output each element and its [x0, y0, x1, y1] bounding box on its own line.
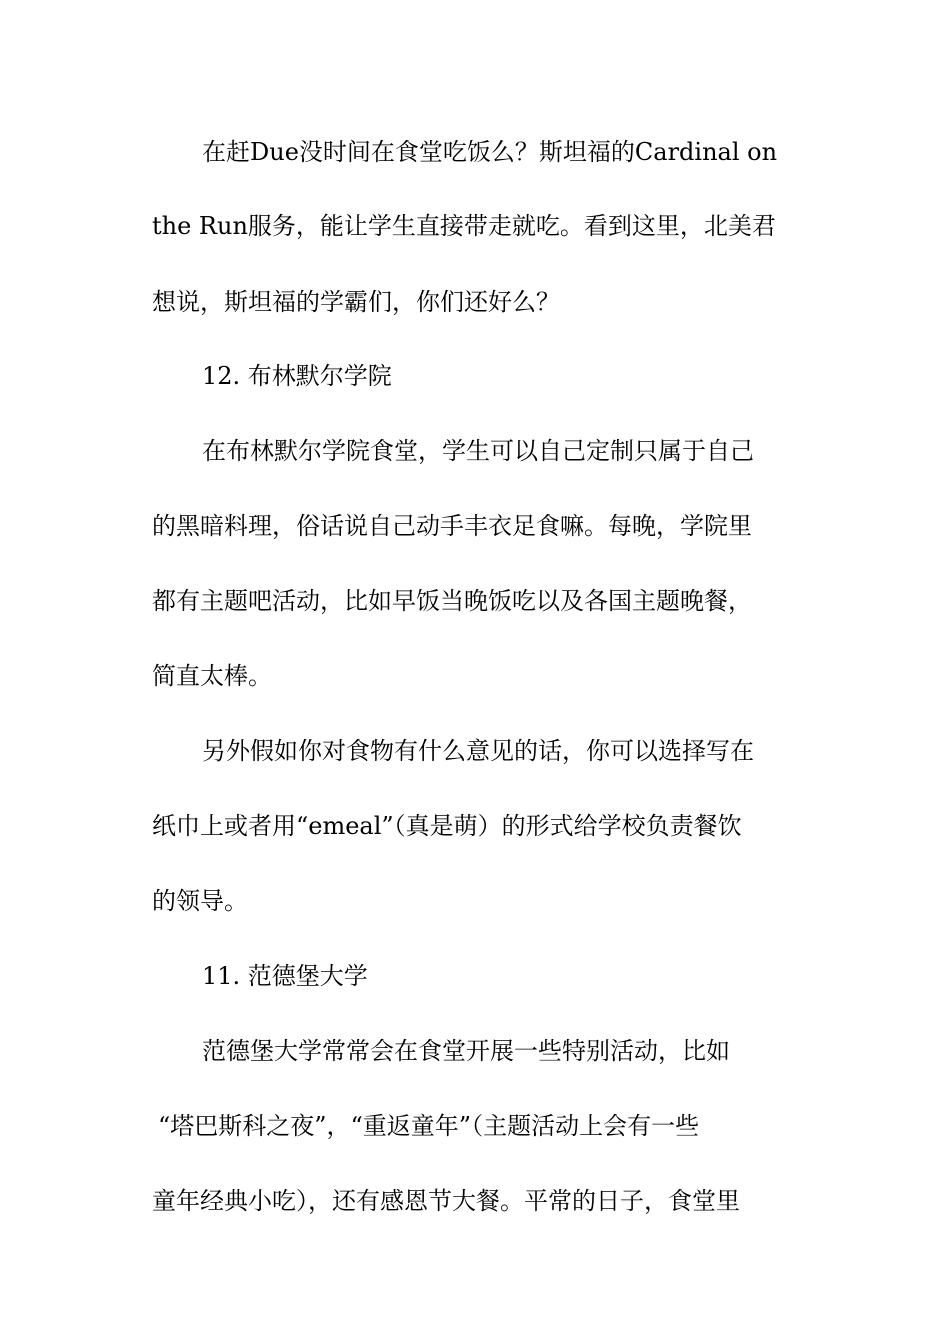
paragraph-line [0, 426, 950, 476]
section-heading [0, 951, 950, 1001]
paragraph-line [0, 277, 950, 327]
paragraph-line [0, 1026, 950, 1076]
line-text: 的黑暗料理，俗话说自己动手丰衣足食嘛。每晚，学院里 [152, 512, 752, 540]
paragraph-line [0, 1101, 950, 1151]
paragraph-line [0, 801, 950, 851]
heading-text: 11. 范德堡大学 [202, 962, 368, 990]
line-text: 在赶Due没时间在食堂吃饭么？斯坦福的Cardinal on [202, 138, 778, 166]
line-text: 想说，斯坦福的学霸们，你们还好么？ [152, 288, 560, 316]
line-text: the Run服务，能让学生直接带走就吃。看到这里，北美君 [152, 212, 776, 240]
line-text: 纸巾上或者用“emeal”（真是萌）的形式给学校负责餐饮 [152, 812, 742, 840]
line-text: 都有主题吧活动，比如早饭当晚饭吃以及各国主题晚餐， [152, 587, 752, 615]
paragraph-line [0, 726, 950, 776]
line-text: 在布林默尔学院食堂，学生可以自己定制只属于自己 [202, 437, 754, 465]
paragraph-line [0, 201, 950, 251]
line-text: 的领导。 [152, 887, 248, 915]
line-text: “塔巴斯科之夜”，“重返童年”（主题活动上会有一些 [158, 1112, 700, 1140]
paragraph-line [0, 501, 950, 551]
paragraph-line [0, 576, 950, 626]
line-text: 另外假如你对食物有什么意见的话，你可以选择写在 [202, 737, 754, 765]
section-heading [0, 351, 950, 401]
line-text: 范德堡大学常常会在食堂开展一些特别活动，比如 [202, 1037, 730, 1065]
line-text: 童年经典小吃），还有感恩节大餐。平常的日子，食堂里 [152, 1187, 740, 1215]
paragraph-line [0, 876, 950, 926]
heading-text: 12. 布林默尔学院 [202, 362, 392, 390]
paragraph-line [0, 1176, 950, 1226]
paragraph-line [0, 651, 950, 701]
line-text: 简直太棒。 [152, 662, 272, 690]
paragraph-line [0, 127, 950, 177]
